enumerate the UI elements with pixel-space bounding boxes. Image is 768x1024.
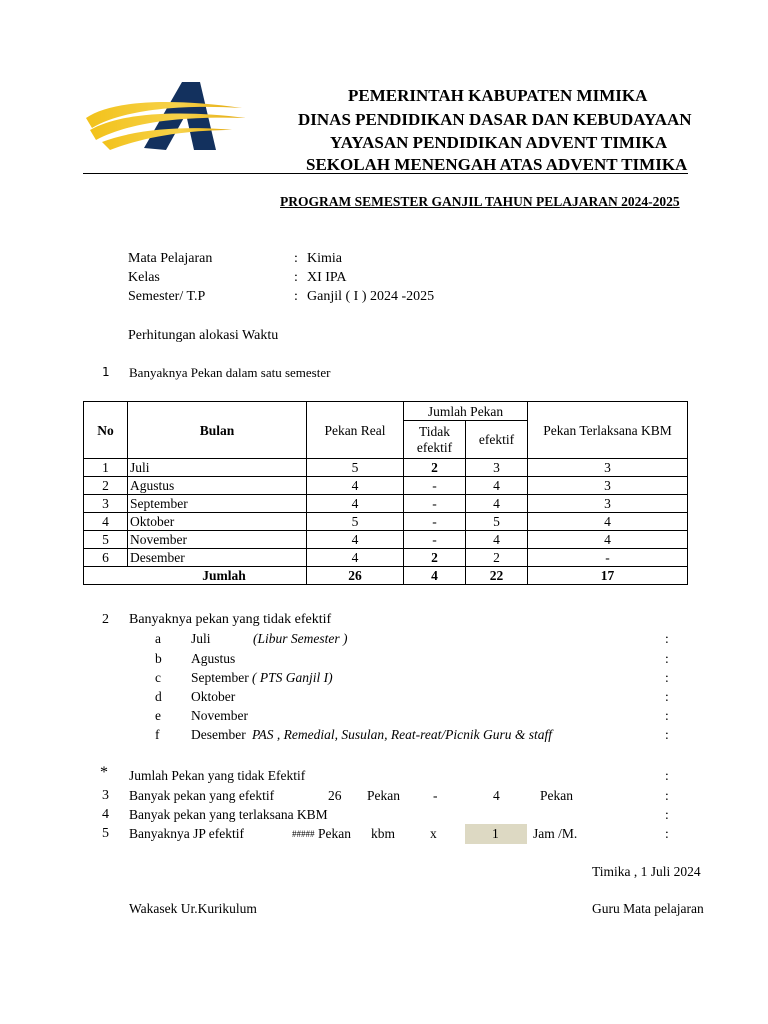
summary-r3-pekan2: Pekan — [540, 788, 573, 803]
row-no: 3 — [84, 495, 128, 513]
left-signature-title: Wakasek Ur.Kurikulum — [129, 901, 257, 916]
program-title: PROGRAM SEMESTER GANJIL TAHUN PELAJARAN 2024-2025 — [280, 194, 680, 209]
row-tidak: - — [404, 495, 466, 513]
header-line-1: PEMERINTAH KABUPATEN MIMIKA — [348, 86, 648, 105]
header-line-3: YAYASAN PENDIDIKAN ADVENT TIMIKA — [330, 133, 668, 152]
info-sep-kelas: : — [294, 270, 298, 285]
header-tidak-efektif: Tidak efektif — [404, 421, 466, 459]
item-month: Oktober — [191, 689, 236, 704]
row-real: 4 — [307, 549, 404, 567]
summary-r5-x: x — [430, 826, 437, 841]
row-tidak: - — [404, 531, 466, 549]
item-colon: : — [665, 689, 669, 704]
table-total-row — [84, 567, 688, 585]
summary-r3-colon: : — [665, 788, 669, 803]
summary-r3-no: 3 — [102, 788, 109, 803]
row-kbm: 4 — [528, 531, 688, 549]
info-value-semester: Ganjil ( I ) 2024 -2025 — [307, 289, 435, 304]
row-real: 4 — [307, 477, 404, 495]
summary-r4-no: 4 — [102, 807, 109, 822]
header-jumlah-pekan: Jumlah Pekan — [404, 402, 528, 421]
row-no: 6 — [84, 549, 128, 567]
row-no: 5 — [84, 531, 128, 549]
table-row — [84, 495, 688, 513]
item-month: September — [191, 670, 249, 685]
summary-r3-minus: - — [433, 788, 438, 803]
info-label-kelas: Kelas — [128, 270, 160, 285]
row-efektif: 2 — [466, 549, 528, 567]
row-bulan: Desember — [128, 549, 307, 567]
item-letter: b — [155, 651, 162, 666]
summary-r3-b: 4 — [493, 788, 500, 803]
table-row — [84, 549, 688, 567]
place-date: Timika , 1 Juli 2024 — [592, 864, 701, 879]
summary-r5-no: 5 — [102, 826, 109, 841]
row-kbm: 4 — [528, 513, 688, 531]
row-bulan: September — [128, 495, 307, 513]
header-bulan: Bulan — [128, 402, 307, 459]
row-no: 1 — [84, 459, 128, 477]
item-month: Juli — [191, 631, 211, 646]
summary-r5-unit: Jam /M. — [533, 826, 578, 841]
total-efektif: 22 — [466, 567, 528, 585]
info-sep-mapel: : — [294, 251, 298, 266]
item-month: November — [191, 708, 248, 723]
info-label-mapel: Mata Pelajaran — [128, 251, 213, 266]
row-no: 4 — [84, 513, 128, 531]
item-letter: a — [155, 631, 161, 646]
info-sep-semester: : — [294, 289, 298, 304]
info-value-mapel: Kimia — [307, 251, 342, 266]
table-row — [84, 459, 688, 477]
summary-r3-pekan1: Pekan — [367, 788, 400, 803]
section2-title: Banyaknya pekan yang tidak efektif — [129, 612, 332, 627]
header-divider — [83, 173, 688, 174]
summary-star-colon: : — [665, 768, 669, 783]
row-efektif: 4 — [466, 531, 528, 549]
info-value-kelas: XI IPA — [307, 270, 347, 285]
summary-r5-err: ##### — [292, 829, 315, 839]
row-bulan: November — [128, 531, 307, 549]
total-label: Jumlah — [84, 567, 307, 585]
row-bulan: Juli — [128, 459, 307, 477]
item-colon: : — [665, 727, 669, 742]
table-row — [84, 531, 688, 549]
row-real: 5 — [307, 459, 404, 477]
summary-r3-text: Banyak pekan yang efektif — [129, 788, 275, 803]
summary-r5-text: Banyaknya JP efektif — [129, 826, 244, 841]
row-efektif: 3 — [466, 459, 528, 477]
row-tidak: 2 — [404, 459, 466, 477]
item-letter: e — [155, 708, 161, 723]
summary-star-text: Jumlah Pekan yang tidak Efektif — [129, 768, 306, 783]
summary-star: * — [100, 764, 108, 781]
right-signature-title: Guru Mata pelajaran — [592, 901, 704, 916]
item-colon: : — [665, 631, 669, 646]
row-kbm: 3 — [528, 459, 688, 477]
row-real: 4 — [307, 495, 404, 513]
item-note: PAS , Remedial, Susulan, Reat-reat/Picnik Guru & staff — [252, 727, 552, 742]
summary-r4-text: Banyak pekan yang terlaksana KBM — [129, 807, 328, 822]
row-bulan: Oktober — [128, 513, 307, 531]
row-kbm: 3 — [528, 477, 688, 495]
header-no: No — [84, 402, 128, 459]
section2-number: 2 — [102, 612, 109, 627]
item-month: Desember — [191, 727, 246, 742]
row-no: 2 — [84, 477, 128, 495]
row-kbm: 3 — [528, 495, 688, 513]
row-bulan: Agustus — [128, 477, 307, 495]
header-pekan-kbm: Pekan Terlaksana KBM — [528, 402, 688, 459]
total-kbm: 17 — [528, 567, 688, 585]
section1-title: Banyaknya Pekan dalam satu semester — [129, 365, 331, 380]
summary-r4-colon: : — [665, 807, 669, 822]
table-row — [84, 513, 688, 531]
section1-number: 1 — [102, 365, 110, 379]
row-real: 5 — [307, 513, 404, 531]
header-line-4: SEKOLAH MENENGAH ATAS ADVENT TIMIKA — [306, 155, 688, 174]
row-efektif: 5 — [466, 513, 528, 531]
header-efektif: efektif — [466, 421, 528, 459]
header-pekan-real: Pekan Real — [307, 402, 404, 459]
row-real: 4 — [307, 531, 404, 549]
item-note: (Libur Semester ) — [253, 631, 348, 646]
item-letter: f — [155, 727, 160, 742]
item-note: ( PTS Ganjil I) — [252, 670, 333, 685]
header-line-2: DINAS PENDIDIKAN DASAR DAN KEBUDAYAAN — [298, 110, 692, 129]
summary-r5-pekan: Pekan — [318, 826, 351, 841]
item-month: Agustus — [191, 651, 236, 666]
row-tidak: - — [404, 513, 466, 531]
row-efektif: 4 — [466, 477, 528, 495]
row-kbm: - — [528, 549, 688, 567]
summary-r3-a: 26 — [328, 788, 342, 803]
item-colon: : — [665, 708, 669, 723]
row-efektif: 4 — [466, 495, 528, 513]
item-colon: : — [665, 651, 669, 666]
weeks-table — [83, 401, 688, 585]
row-tidak: 2 — [404, 549, 466, 567]
row-tidak: - — [404, 477, 466, 495]
summary-r5-jam: 1 — [492, 826, 499, 841]
total-real: 26 — [307, 567, 404, 585]
table-row — [84, 477, 688, 495]
alokasi-title: Perhitungan alokasi Waktu — [128, 328, 279, 343]
item-letter: c — [155, 670, 161, 685]
total-tidak: 4 — [404, 567, 466, 585]
summary-r5-colon: : — [665, 826, 669, 841]
school-logo — [82, 78, 252, 158]
summary-r5-kbm: kbm — [371, 826, 396, 841]
item-letter: d — [155, 689, 162, 704]
info-label-semester: Semester/ T.P — [128, 289, 206, 304]
item-colon: : — [665, 670, 669, 685]
